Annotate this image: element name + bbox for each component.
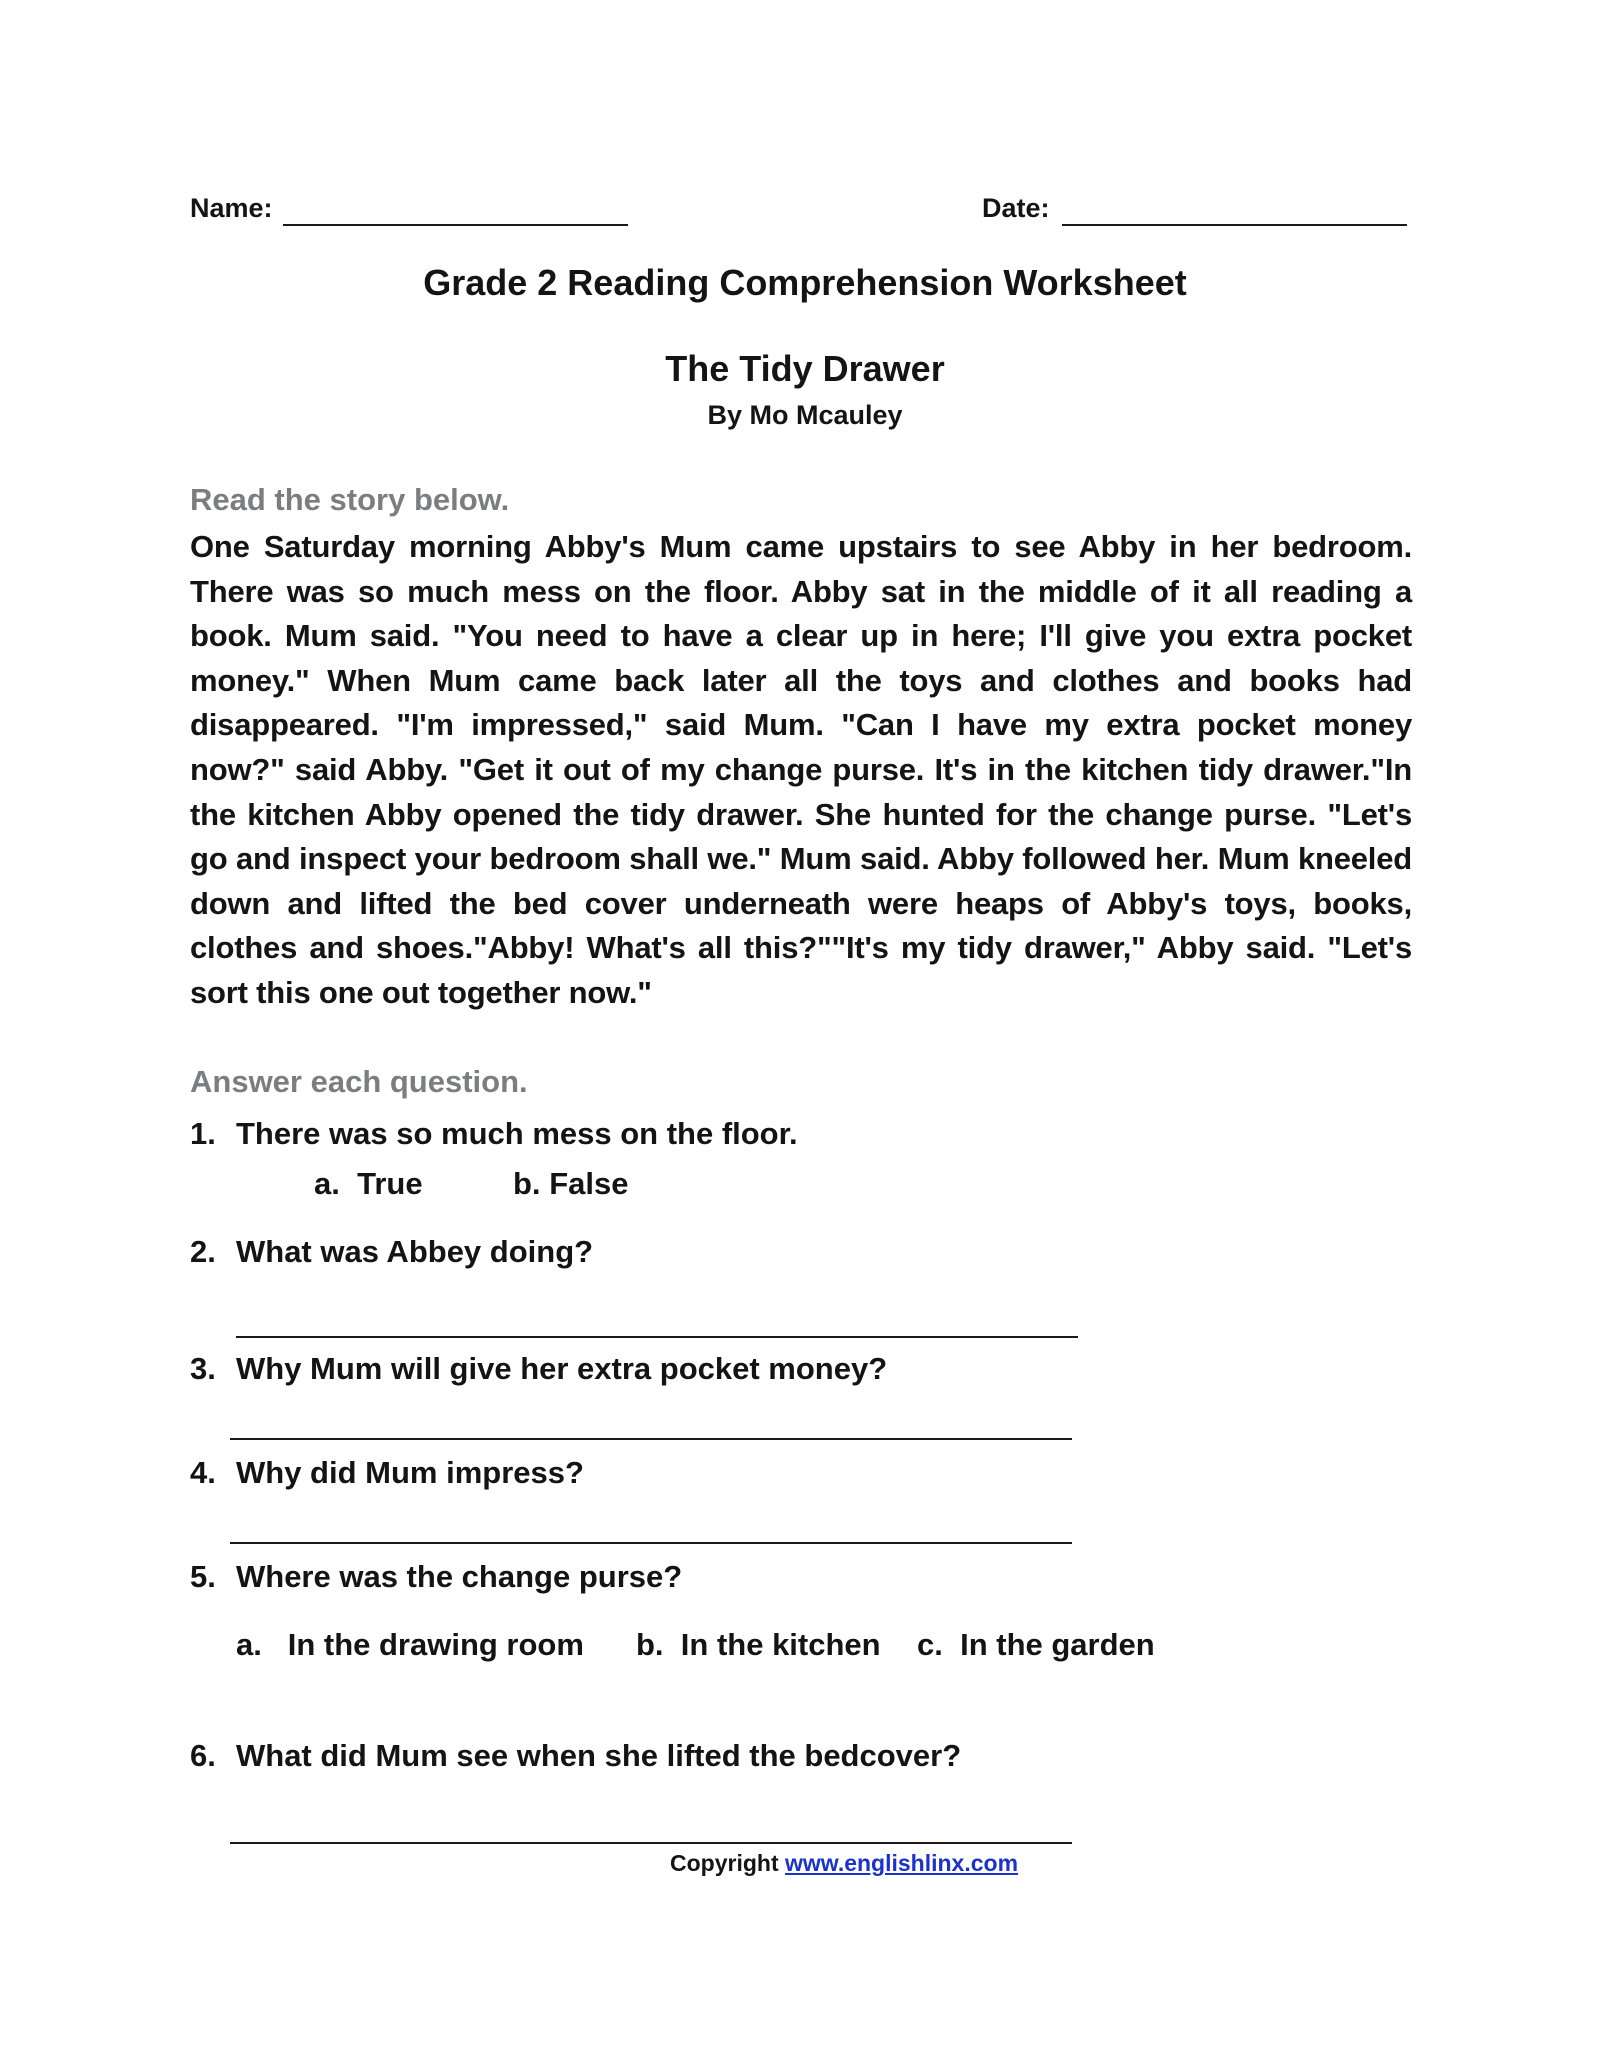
question-number: 5. [190, 1559, 216, 1594]
question-5 [190, 1559, 682, 1595]
option-text: In the drawing room [287, 1627, 584, 1662]
date-field-line[interactable] [1062, 224, 1407, 226]
read-instruction: Read the story below. [190, 482, 510, 517]
question-1-option-a[interactable] [314, 1166, 423, 1202]
question-1 [190, 1116, 798, 1152]
question-2 [190, 1234, 593, 1270]
question-5-option-a[interactable] [236, 1627, 584, 1663]
question-4-answer-line[interactable] [230, 1542, 1072, 1544]
copyright-label: Copyright [670, 1850, 779, 1876]
question-6-answer-line[interactable] [230, 1842, 1072, 1844]
question-5-option-b[interactable] [636, 1627, 881, 1663]
question-3-answer-line[interactable] [230, 1438, 1072, 1440]
question-2-answer-line[interactable] [236, 1336, 1078, 1338]
option-letter: a. [236, 1627, 262, 1662]
question-text: There was so much mess on the floor. [236, 1116, 798, 1151]
name-label: Name: [190, 193, 273, 223]
option-text: In the kitchen [680, 1627, 881, 1662]
question-text: What did Mum see when she lifted the bedcover? [236, 1738, 962, 1773]
worksheet-title: Grade 2 Reading Comprehension Worksheet [423, 262, 1187, 303]
question-6 [190, 1738, 961, 1774]
option-text: True [357, 1166, 423, 1201]
question-text: What was Abbey doing? [236, 1234, 594, 1269]
question-number: 3. [190, 1351, 216, 1386]
question-number: 4. [190, 1455, 216, 1490]
question-text: Where was the change purse? [236, 1559, 683, 1594]
question-text: Why did Mum impress? [236, 1455, 584, 1490]
answer-instruction: Answer each question. [190, 1064, 528, 1099]
option-letter: c. [917, 1627, 943, 1662]
option-letter: b. [636, 1627, 664, 1662]
question-text: Why Mum will give her extra pocket money? [236, 1351, 888, 1386]
question-5-option-c[interactable] [917, 1627, 1155, 1663]
story-author: By Mo Mcauley [707, 400, 903, 430]
copyright-notice [670, 1850, 1018, 1877]
question-4 [190, 1455, 584, 1491]
question-1-option-b[interactable] [513, 1166, 628, 1202]
story-title: The Tidy Drawer [665, 348, 945, 389]
date-label: Date: [982, 193, 1050, 223]
englishlinx-link[interactable]: www.englishlinx.com [785, 1850, 1019, 1876]
option-text: False [549, 1166, 629, 1201]
question-number: 1. [190, 1116, 216, 1151]
option-letter: b. [513, 1166, 541, 1201]
question-3 [190, 1351, 887, 1387]
question-number: 6. [190, 1738, 216, 1773]
story-text: One Saturday morning Abby's Mum came upstairs to see Abby in her bedroom. There was so much mess on the floor. Abby sat in the middle of it all reading a book. Mum said. "You need to have a clear up in here; I'll give you extra pocket money." When Mum came back later all the toys and clothes and books had disappeared. "I'm impressed," said Mum. "Can I have my extra pocket money now?" said Abby. "Get it out of my change purse. It's in the kitchen tidy drawer."In the kitchen Abby opened the tidy drawer. She hunted for the change purse. "Let's go and inspect your bedroom shall we." Mum said. Abby followed her. Mum kneeled down and lifted the bed cover underneath were heaps of Abby's toys, books, clothes and shoes."Abby! What's all this?""It's my tidy drawer," Abby said. "Let's sort this one out together now." [190, 529, 1412, 1010]
name-field-line[interactable] [283, 224, 628, 226]
question-number: 2. [190, 1234, 216, 1269]
option-letter: a. [314, 1166, 340, 1201]
option-text: In the garden [960, 1627, 1155, 1662]
